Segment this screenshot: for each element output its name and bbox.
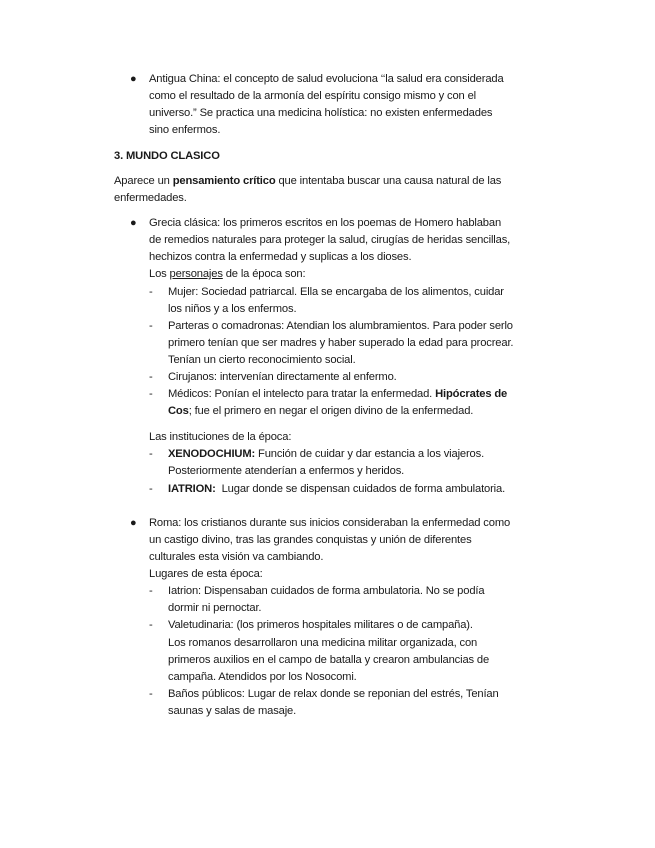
- dash-iatrion: -: [149, 483, 153, 495]
- china-line-3: universo.” Se practica una medicina holística: no existen enfermedades: [149, 107, 493, 119]
- china-line-1: Antigua China: el concepto de salud evoluciona ‘‘la salud era considerada: [149, 73, 504, 85]
- parteras-line-2: primero tenían que ser madres y haber superado la edad para procrear.: [168, 337, 514, 349]
- personajes-prefix: Los: [149, 268, 170, 280]
- dash-banos: -: [149, 688, 153, 700]
- grecia-line-3: hechizos contra la enfermedad y suplicas a los dioses.: [149, 251, 412, 263]
- bullet-china: ●: [130, 73, 137, 85]
- dash-medicos: -: [149, 388, 153, 400]
- intro-line-2: enfermedades.: [114, 192, 187, 204]
- bullet-roma: ●: [130, 517, 137, 529]
- xeno-bold: XENODOCHIUM:: [168, 448, 256, 460]
- dash-valetudinaria: -: [149, 619, 153, 631]
- lugares-line: Lugares de esta época:: [149, 568, 263, 580]
- bullet-grecia: ●: [130, 217, 137, 229]
- xeno-text: Función de cuidar y dar estancia a los viajeros.: [255, 448, 485, 460]
- dash-roma-iatrion: -: [149, 585, 153, 597]
- roma-iatrion-line-2: dormir ni pernoctar.: [168, 602, 262, 614]
- parteras-line-3: Tenían un cierto reconocimiento social.: [168, 354, 356, 366]
- dash-cirujanos: -: [149, 371, 153, 383]
- roma-iatrion-line-1: Iatrion: Dispensaban cuidados de forma ambulatoria. No se podía: [168, 585, 485, 597]
- parteras-line-1: Parteras o comadronas: Atendian los alumbramientos. Para poder serlo: [168, 320, 513, 332]
- grecia-line-1: Grecia clásica: los primeros escritos en los poemas de Homero hablaban: [149, 217, 502, 229]
- instituciones-line: Las instituciones de la época:: [149, 431, 292, 443]
- medicos-suffix: ; fue el primero en negar el origen divino de la enfermedad.: [188, 405, 474, 417]
- medicos-line-1: [168, 386, 507, 403]
- roma-line-2: un castigo divino, tras las grandes conquistas y unión de diferentes: [149, 534, 472, 546]
- mujer-line-2: los niños y a los enfermos.: [168, 303, 297, 315]
- valetudinaria-line-2: Los romanos desarrollaron una medicina militar organizada, con: [168, 637, 478, 649]
- valetudinaria-line-1: Valetudinaria: (los primeros hospitales militares o de campaña).: [168, 619, 473, 631]
- xeno-line-2: Posteriormente atenderían a enfermos y heridos.: [168, 465, 405, 477]
- section-heading: 3. MUNDO CLASICO: [114, 150, 220, 162]
- medicos-line-2: [168, 403, 473, 420]
- roma-line-3: culturales esta visión va cambiando.: [149, 551, 324, 563]
- iatrion-line: [168, 481, 505, 498]
- mujer-line-1: Mujer: Sociedad patriarcal. Ella se encargaba de los alimentos, cuidar: [168, 286, 504, 298]
- grecia-line-2: de remedios naturales para proteger la salud, cirugías de heridas sencillas,: [149, 234, 511, 246]
- iatrion-text: Lugar donde se dispensan cuidados de forma ambulatoria.: [215, 483, 506, 495]
- medicos-prefix: Médicos: Ponían el intelecto para tratar la enfermedad.: [168, 388, 436, 400]
- china-line-4: sino enfermos.: [149, 124, 221, 136]
- personajes-suffix: de la época son:: [222, 268, 306, 280]
- cirujanos-line: Cirujanos: intervenían directamente al enfermo.: [168, 371, 397, 383]
- medicos-bold-2: Cos: [168, 405, 189, 417]
- valetudinaria-line-4: campaña. Atendidos por los Nosocomi.: [168, 671, 357, 683]
- dash-mujer: -: [149, 286, 153, 298]
- iatrion-bold: IATRION:: [168, 483, 216, 495]
- banos-line-2: saunas y salas de masaje.: [168, 705, 297, 717]
- xeno-line-1: [168, 446, 484, 463]
- intro-suffix: que intentaba buscar una causa natural de las: [275, 175, 502, 187]
- roma-line-1: Roma: los cristianos durante sus inicios consideraban la enfermedad como: [149, 517, 511, 529]
- china-line-2: como el resultado de la armonía del espíritu consigo mismo y con el: [149, 90, 476, 102]
- personajes-underlined: personajes: [169, 268, 223, 280]
- dash-xeno: -: [149, 448, 153, 460]
- dash-parteras: -: [149, 320, 153, 332]
- banos-line-1: Baños públicos: Lugar de relax donde se reponian del estrés, Tenían: [168, 688, 499, 700]
- intro-prefix: Aparece un: [114, 175, 173, 187]
- intro-bold: pensamiento crítico: [172, 175, 276, 187]
- valetudinaria-line-3: primeros auxilios en el campo de batalla y crearon ambulancias de: [168, 654, 490, 666]
- personajes-line: [149, 266, 305, 283]
- medicos-bold-1: Hipócrates de: [435, 388, 508, 400]
- intro-line-1: [114, 173, 501, 190]
